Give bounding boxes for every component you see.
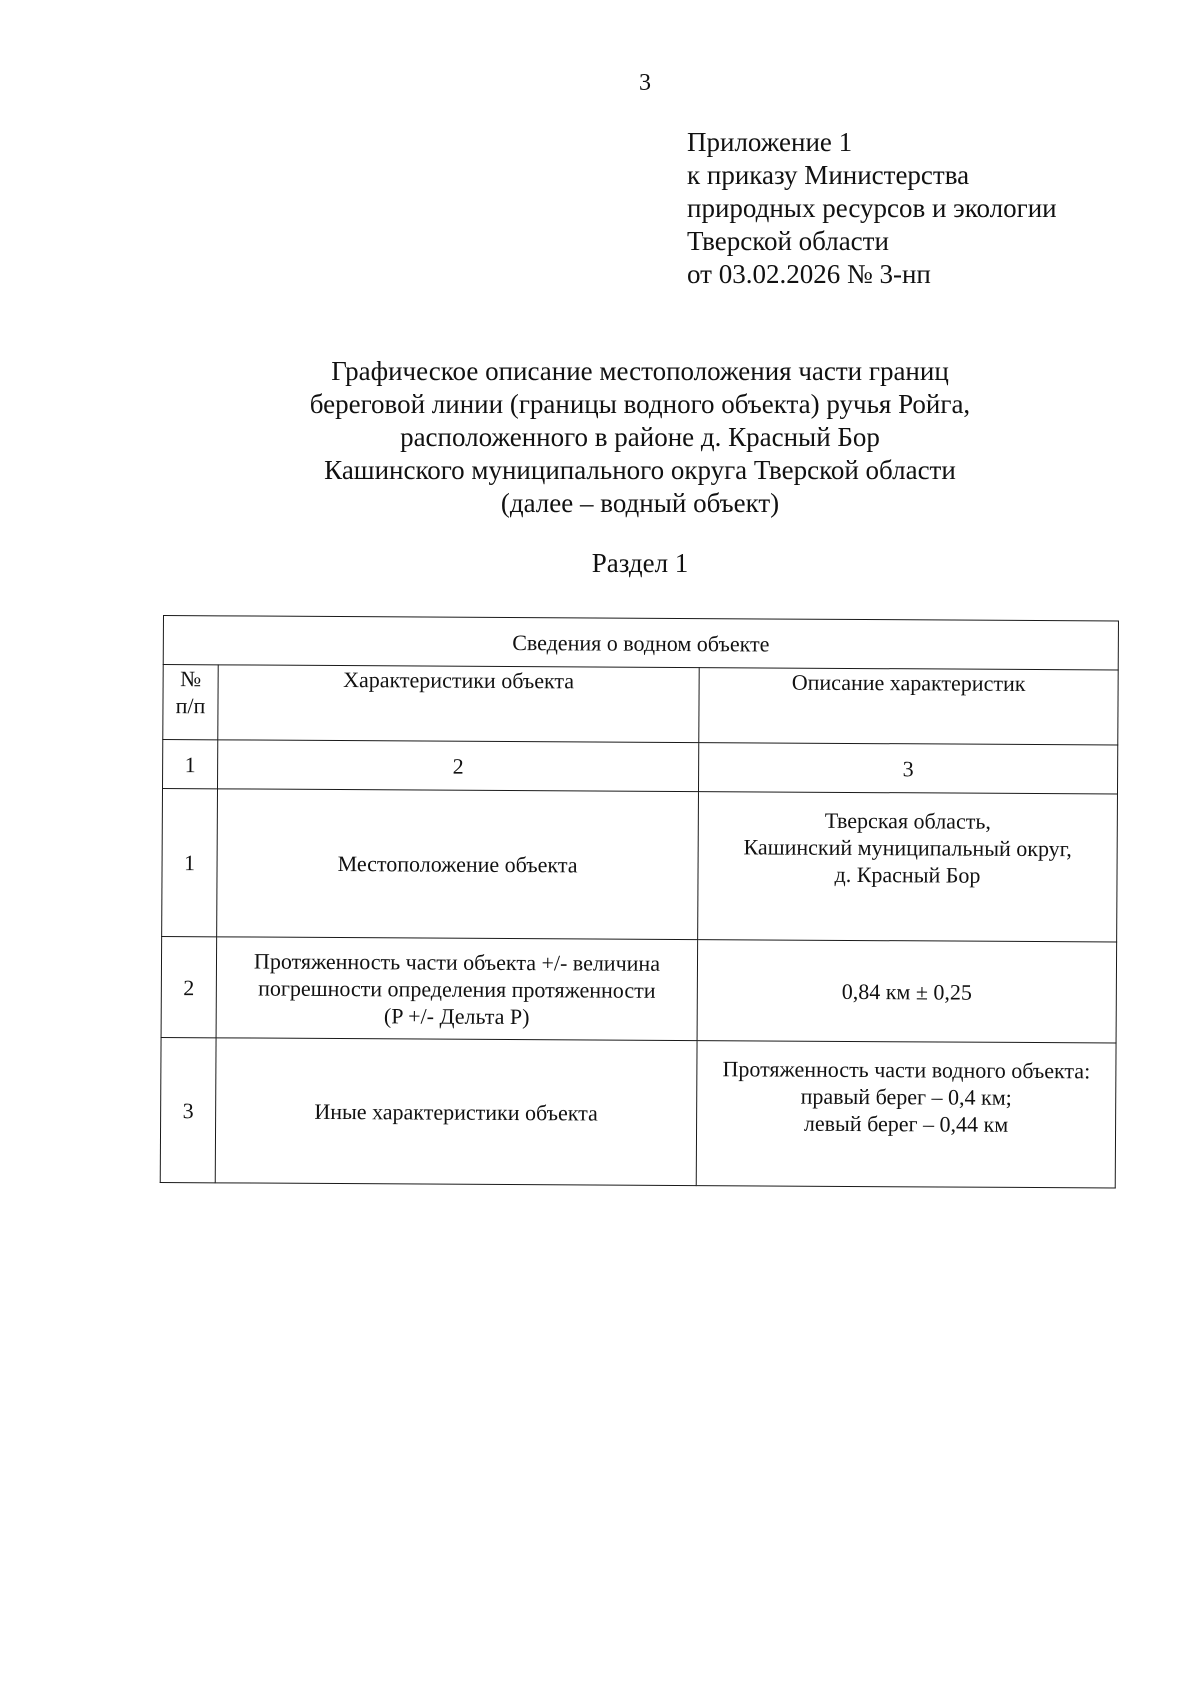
cell-line: погрешности определения протяженности — [258, 975, 656, 1003]
page-number: 3 — [639, 70, 651, 96]
cell-line: Иные характеристики объекта — [314, 1098, 598, 1126]
cell-line: правый берег – 0,4 км; — [800, 1083, 1012, 1110]
cell-line: д. Красный Бор — [834, 861, 981, 888]
row-number: 1 — [162, 789, 218, 937]
column-numbers-row — [163, 740, 1118, 794]
title-line: береговой линии (границы водного объекта) ручья Ройга, — [309, 389, 971, 419]
row-description — [696, 1041, 1116, 1188]
row-characteristic — [217, 789, 699, 940]
title-line: Кашинского муниципального округа Тверской области — [324, 455, 956, 485]
appendix-line: от 03.02.2026 № 3-нп — [687, 259, 931, 289]
row-number: 2 — [161, 936, 217, 1037]
header-description: Описание характеристик — [699, 668, 1118, 745]
row-description — [697, 940, 1117, 1043]
cell-line: 0,84 км ± 0,25 — [841, 978, 973, 1005]
table-caption-row — [163, 616, 1118, 670]
table-row — [161, 936, 1117, 1042]
appendix-line: Тверской области — [687, 226, 889, 256]
cell-line: (P +/- Дельта P) — [383, 1002, 530, 1029]
column-number: 2 — [217, 740, 698, 792]
row-characteristic — [215, 1038, 697, 1186]
column-number: 1 — [163, 740, 218, 789]
appendix-line: Приложение 1 — [687, 127, 853, 157]
header-num-line: № — [180, 666, 202, 692]
cell-line: левый берег – 0,44 км — [803, 1110, 1009, 1137]
header-characteristic: Характеристики объекта — [218, 665, 699, 743]
appendix-block — [687, 126, 1057, 291]
table-header-row — [163, 665, 1118, 745]
water-object-table — [160, 615, 1119, 1188]
table-row — [160, 1037, 1116, 1187]
row-number: 3 — [160, 1037, 216, 1182]
row-characteristic — [216, 937, 698, 1041]
title-line: расположенного в районе д. Красный Бор — [400, 422, 880, 452]
appendix-line: к приказу Министерства — [687, 160, 970, 190]
cell-line: Протяженность части объекта +/- величина — [253, 948, 661, 976]
header-num-line: п/п — [175, 693, 206, 719]
appendix-line: природных ресурсов и экологии — [687, 193, 1057, 223]
table-caption: Сведения о водном объекте — [163, 616, 1118, 670]
table-row — [162, 789, 1118, 942]
cell-line: Протяженность части водного объекта: — [722, 1056, 1091, 1084]
cell-line: Кашинский муниципальный округ, — [743, 834, 1072, 862]
section-heading: Раздел 1 — [591, 548, 689, 578]
row-description — [698, 792, 1118, 942]
cell-line: Местоположение объекта — [337, 851, 578, 878]
title-line: Графическое описание местоположения части границ — [331, 356, 949, 386]
column-number: 3 — [698, 743, 1117, 794]
document-title — [170, 355, 1110, 520]
title-line: (далее – водный объект) — [500, 488, 780, 518]
cell-line: Тверская область, — [824, 807, 991, 834]
header-num — [163, 665, 218, 740]
